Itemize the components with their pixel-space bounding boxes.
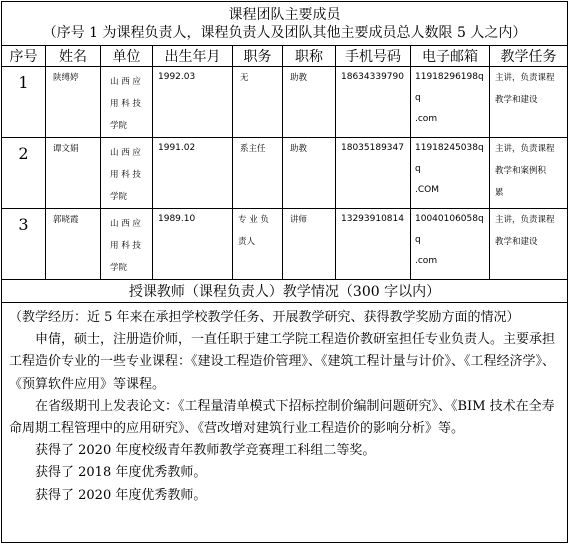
unit-line: 学院 xyxy=(110,263,128,273)
teacher-paragraph: 获得了 2020 年度优秀教师。 xyxy=(35,487,207,503)
unit-line: 山 西 应 xyxy=(110,219,141,229)
email-part: qq xyxy=(415,214,484,245)
member-email xyxy=(411,209,490,280)
member-title: 讲师 xyxy=(283,209,336,280)
email-part: qq xyxy=(415,143,484,174)
member-row xyxy=(2,67,568,138)
column-header: 职称 xyxy=(283,46,336,67)
unit-line: 山 西 应 xyxy=(110,148,141,158)
member-email xyxy=(411,138,490,209)
position-line: 责人 xyxy=(238,237,256,247)
column-header: 教学任务 xyxy=(490,46,568,67)
unit-line: 学院 xyxy=(110,192,128,202)
team-members-form xyxy=(1,1,568,543)
member-row xyxy=(2,138,568,209)
member-index: 3 xyxy=(2,209,46,280)
unit-line: 山 西 应 xyxy=(110,77,141,87)
member-phone: 18634339790 xyxy=(336,67,411,138)
member-name: 陕缚婷 xyxy=(46,67,101,138)
unit-line: 用 科 技 xyxy=(110,170,141,180)
email-part: .com xyxy=(415,114,438,124)
column-header: 姓名 xyxy=(46,46,101,67)
task-line: 教学和建设 xyxy=(495,237,538,247)
position-line: 专 业 负 xyxy=(238,215,269,225)
email-part: 1191829619 xyxy=(415,72,473,82)
task-line: 教学和案例积 xyxy=(495,166,547,176)
email-part: 1191824503 xyxy=(415,143,473,153)
member-position xyxy=(233,209,283,280)
task-line: 主讲，负责课程 xyxy=(495,215,555,225)
member-unit xyxy=(101,67,153,138)
column-header: 序号 xyxy=(2,46,46,67)
email-part: qq xyxy=(415,72,484,103)
unit-line: 用 科 技 xyxy=(110,241,141,251)
member-index: 2 xyxy=(2,138,46,209)
column-header: 电子邮箱 xyxy=(411,46,490,67)
column-header: 单位 xyxy=(101,46,153,67)
form-header xyxy=(2,2,568,46)
teacher-paragraph: 在省级期刊上发表论文：《工程量清单模式下招标控制价编制问题研究》、《BIM 技术在全寿命周期工程管理中的应用研究》、《营改增对建筑行业工程造价的影响分析》等。 xyxy=(9,398,555,437)
member-title: 助教 xyxy=(283,138,336,209)
email-part: 8 xyxy=(472,72,478,82)
unit-line: 学院 xyxy=(110,121,128,131)
column-header-row xyxy=(2,46,568,67)
member-birth: 1989.10 xyxy=(153,209,233,280)
teacher-section-title: 授课教师（课程负责人）教学情况（300 字以内） xyxy=(2,280,568,303)
task-line: 累 xyxy=(495,188,504,198)
email-part: .com xyxy=(415,256,438,266)
unit-line: 用 科 技 xyxy=(110,99,141,109)
member-index: 1 xyxy=(2,67,46,138)
task-line: 教学和建设 xyxy=(495,95,538,105)
member-name: 谭文娟 xyxy=(46,138,101,209)
member-position: 无 xyxy=(233,67,283,138)
member-title: 助教 xyxy=(283,67,336,138)
teacher-paragraph: 获得了 2020 年度校级青年教师教学竞赛理工科组二等奖。 xyxy=(35,443,376,459)
member-phone: 18035189347 xyxy=(336,138,411,209)
task-line: 主讲，负责课程 xyxy=(495,144,555,154)
member-tasks xyxy=(490,138,568,209)
member-unit xyxy=(101,209,153,280)
member-row xyxy=(2,209,568,280)
column-header: 手机号码 xyxy=(336,46,411,67)
column-header: 出生年月 xyxy=(153,46,233,67)
teacher-paragraph: 申倩，硕士，注册造价师，一直任职于建工学院工程造价教研室担任专业负责人。主要承担工程造价专业的一些专业课程：《建设工程造价管理》、《建筑工程计量与计价》、《工程经济学》、《预算软件应用》等课程。 xyxy=(9,332,556,392)
form-subtitle: （序号 1 为课程负责人，课程负责人及团队其他主要成员总人数限 5 人之内） xyxy=(42,25,527,41)
member-unit xyxy=(101,138,153,209)
teacher-section-body xyxy=(2,303,568,543)
email-part: .COM xyxy=(415,185,439,195)
member-position: 系主任 xyxy=(233,138,283,209)
member-birth: 1992.03 xyxy=(153,67,233,138)
member-name: 郭晓霞 xyxy=(46,209,101,280)
member-email xyxy=(411,67,490,138)
teacher-paragraph: 获得了 2018 年度优秀教师。 xyxy=(35,465,207,481)
form-title: 课程团队主要成员 xyxy=(228,7,341,23)
email-part: 1004010605 xyxy=(415,214,473,224)
task-line: 主讲，负责课程 xyxy=(495,73,555,83)
email-part: 8 xyxy=(472,143,478,153)
member-tasks xyxy=(490,67,568,138)
column-header: 职务 xyxy=(233,46,283,67)
member-birth: 1991.02 xyxy=(153,138,233,209)
member-tasks xyxy=(490,209,568,280)
teacher-section-intro: （教学经历：近 5 年来在承担学校教学任务、开展教学研究、获得教学奖励方面的情况） xyxy=(9,310,520,325)
email-part: 8 xyxy=(472,214,478,224)
member-phone: 13293910814 xyxy=(336,209,411,280)
